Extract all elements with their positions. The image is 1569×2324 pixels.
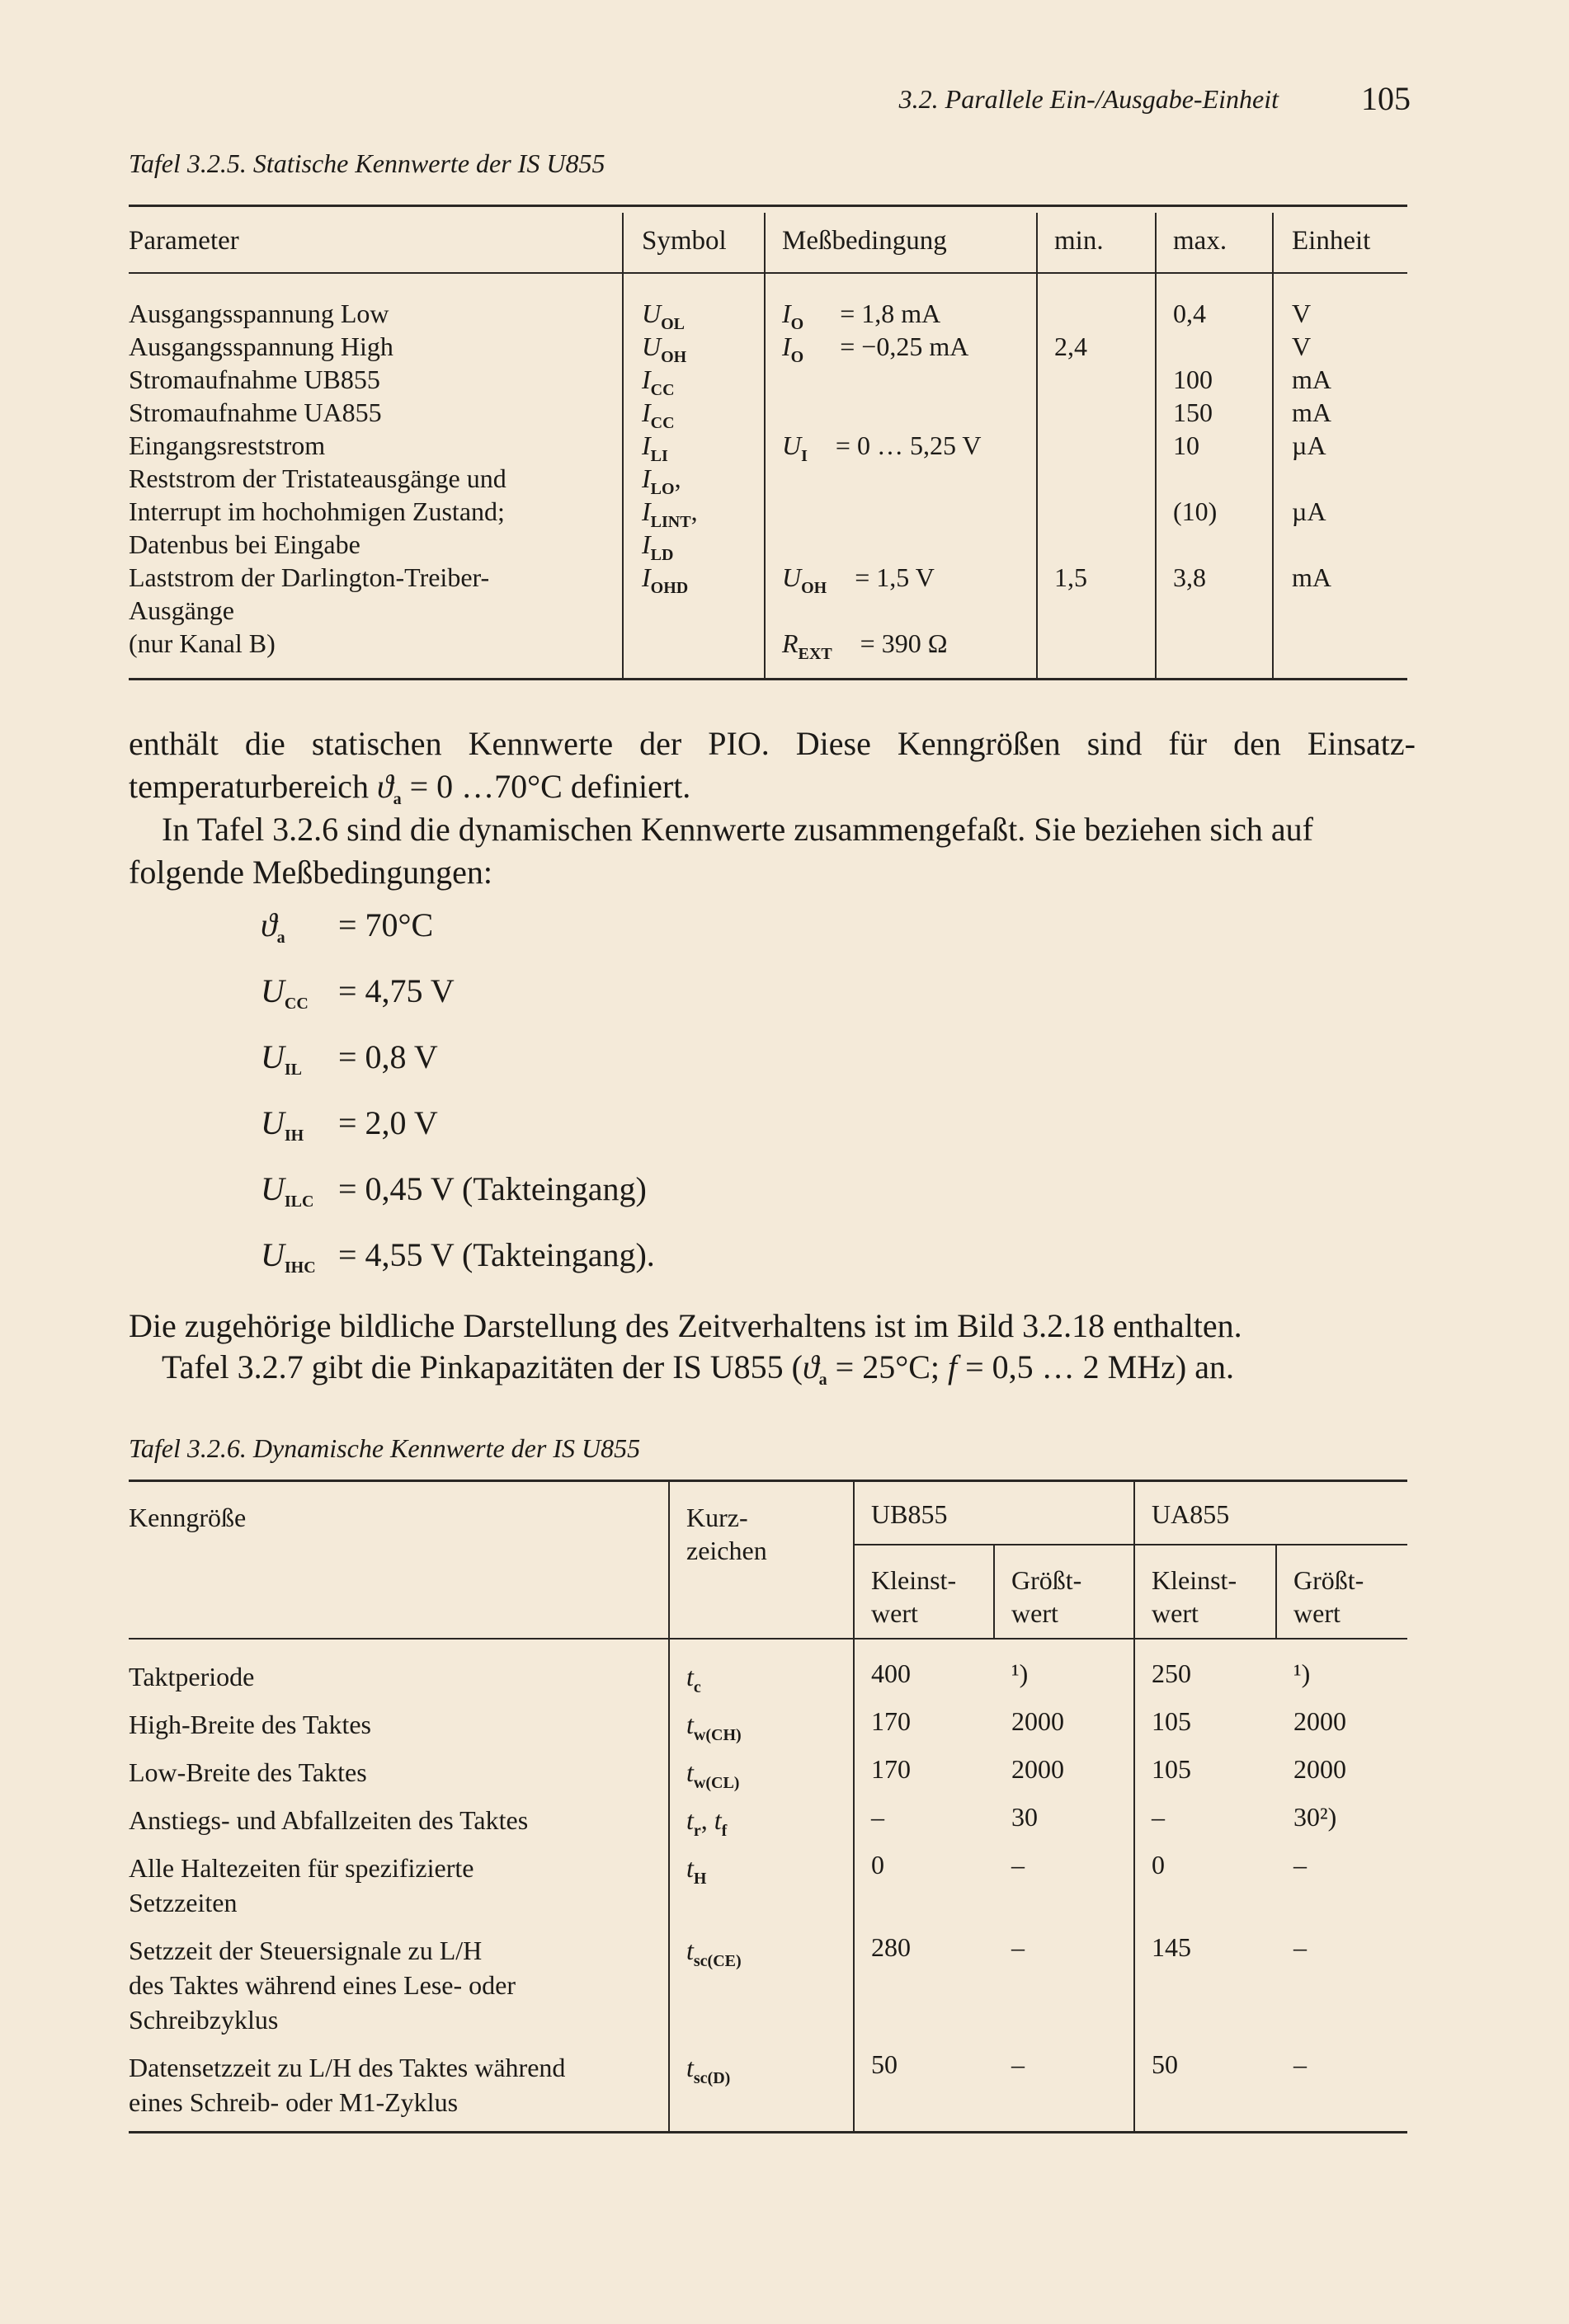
symbol-base: U — [261, 972, 285, 1009]
value-cell: 2000 — [1011, 1706, 1064, 1736]
header-condition: Meßbedingung — [782, 226, 947, 256]
min-cell — [1054, 462, 1087, 495]
value-cell: 50 — [871, 2049, 898, 2079]
value-cell: – — [1011, 1932, 1025, 1962]
condition-symbol — [261, 1103, 338, 1146]
row-label — [129, 1755, 367, 1790]
symbol-subscript: OH — [801, 579, 827, 597]
condition-value: = 0 … 5,25 V — [828, 430, 982, 460]
header-line: zeichen — [686, 1536, 767, 1565]
condition-cell — [782, 561, 981, 597]
table1-divider — [1155, 213, 1157, 680]
condition-row — [261, 1235, 1086, 1301]
unit-cell: µA — [1292, 496, 1326, 526]
header-line: Größt- — [1293, 1565, 1364, 1595]
symbol-cell — [642, 561, 698, 597]
value-cell: 250 — [1152, 1658, 1191, 1688]
measurement-conditions — [261, 906, 1086, 1301]
header-symbol: Symbol — [642, 226, 727, 256]
value-cell: – — [1152, 1802, 1165, 1832]
symbol-subscript: IL — [284, 1061, 303, 1079]
symbol-base: U — [642, 332, 662, 361]
condition-value: = 4,75 V — [338, 972, 455, 1009]
symbol — [642, 332, 687, 366]
row-label-line: Setzzeit der Steuersignale zu L/H — [129, 1936, 483, 1965]
value-cell: – — [1011, 1850, 1025, 1879]
condition-value: = 0,45 V (Takteingang) — [338, 1170, 647, 1207]
symbol-cell — [642, 528, 698, 564]
max-cell: 10 — [1173, 430, 1199, 460]
parameter-cell: Ausgänge — [129, 595, 234, 625]
text-run: = 0,5 … 2 MHz) an. — [957, 1348, 1234, 1385]
min-cell — [1054, 363, 1087, 396]
column-min — [1054, 297, 1087, 660]
table2-dynamic-characteristics — [129, 1481, 1407, 2133]
text-run: temperaturbereich — [129, 768, 377, 805]
parameter-cell: Laststrom der Darlington-Treiber- — [129, 562, 490, 592]
value-cell: 280 — [871, 1932, 911, 1962]
parameter-cell: Datenbus bei Eingabe — [129, 529, 360, 559]
symbol-base: I — [642, 562, 651, 592]
min-cell — [1054, 396, 1087, 429]
section-title: 3.2. Parallele Ein-/Ausgabe-Einheit — [898, 84, 1279, 114]
unit-cell — [1292, 528, 1331, 561]
header-line: wert — [871, 1598, 918, 1628]
symbol-subscript: w(CL) — [693, 1774, 740, 1792]
symbol-subscript: f — [721, 1822, 728, 1840]
symbol — [686, 1710, 742, 1744]
header-kenngroesse: Kenngröße — [129, 1503, 247, 1532]
symbol-subscript: sc(CE) — [693, 1952, 742, 1970]
unit-cell: mA — [1292, 365, 1331, 394]
symbol-base: t — [686, 1936, 694, 1965]
symbol-base: U — [261, 1104, 285, 1141]
symbol — [642, 562, 689, 597]
value-cell: – — [871, 1802, 884, 1832]
condition-row — [261, 1103, 1086, 1169]
paragraph-3: Die zugehörige bildliche Darstellung des Zeitverhaltens ist im Bild 3.2.18 enthalten. — [129, 1307, 1242, 1344]
row-label-line: High-Breite des Taktes — [129, 1710, 371, 1739]
condition-value: = 1,5 V — [848, 562, 935, 592]
header-ua855: UA855 — [1152, 1499, 1230, 1529]
theta-symbol: $ϑ_a$ — [376, 768, 402, 808]
max-cell: 3,8 — [1173, 562, 1206, 592]
unit-cell: V — [1292, 299, 1312, 328]
paragraph-4 — [129, 1346, 1416, 1401]
condition-cell — [782, 396, 981, 429]
row-symbol — [686, 1659, 701, 1705]
symbol-cell — [642, 594, 698, 627]
symbol — [642, 365, 675, 399]
condition-cell — [782, 429, 982, 465]
condition-symbol — [261, 1235, 338, 1277]
symbol-cell — [642, 429, 698, 465]
symbol-subscript: OHD — [650, 579, 689, 597]
value-cell: 145 — [1152, 1932, 1191, 1962]
condition-symbol — [261, 906, 338, 948]
symbol-subscript: CC — [650, 414, 675, 432]
header-min: min. — [1054, 226, 1104, 256]
parameter-cell: Reststrom der Tristateausgänge und — [129, 463, 507, 493]
row-label-line: eines Schreib- oder M1-Zyklus — [129, 2087, 459, 2117]
table2-caption: Tafel 3.2.6. Dynamische Kennwerte der IS U855 — [129, 1433, 641, 1463]
symbol-base: t — [686, 1805, 694, 1835]
symbol-subscript: sc(D) — [693, 2069, 731, 2087]
table1-divider — [622, 213, 624, 680]
condition-value: = −0,25 mA — [833, 332, 969, 361]
symbol-subscript: EXT — [798, 645, 832, 663]
symbol-base: U — [261, 1038, 285, 1075]
min-cell: 2,4 — [1054, 332, 1087, 361]
column-unit — [1292, 297, 1331, 660]
min-cell — [1054, 495, 1087, 528]
value-cell: 2000 — [1011, 1754, 1064, 1784]
symbol-base: I — [642, 496, 651, 526]
row-label-line: Setzzeiten — [129, 1888, 238, 1917]
symbol-separator: , — [700, 1805, 714, 1835]
symbol-subscript: c — [693, 1678, 701, 1696]
text-run: = 25°C; — [827, 1348, 948, 1385]
unit-cell: µA — [1292, 430, 1326, 460]
condition-cell — [782, 330, 981, 366]
row-symbol — [686, 1755, 739, 1800]
table1-divider — [764, 213, 766, 680]
max-cell — [1173, 330, 1217, 363]
header-line: Kleinst- — [871, 1565, 957, 1595]
symbol-subscript: IH — [284, 1127, 304, 1145]
condition-row — [261, 1037, 1086, 1103]
symbol-base: I — [642, 430, 651, 460]
symbol-cell — [642, 495, 698, 531]
value-cell: 170 — [871, 1754, 911, 1784]
header-ub-groesst — [1011, 1564, 1081, 1630]
symbol-subscript: IHC — [284, 1258, 316, 1277]
row-label — [129, 1659, 254, 1694]
unit-cell — [1292, 627, 1331, 660]
parameter-cell: Ausgangsspannung High — [129, 332, 393, 361]
symbol-base: t — [686, 1757, 694, 1787]
symbol-base: t — [714, 1805, 722, 1835]
symbol-subscript: O — [790, 315, 804, 333]
symbol-subscript: H — [693, 1870, 707, 1888]
condition-symbol — [782, 628, 832, 663]
value-cell: 0 — [1152, 1850, 1165, 1879]
row-label-line: Alle Haltezeiten für spezifizierte — [129, 1853, 474, 1883]
condition-value: = 2,0 V — [338, 1104, 438, 1141]
symbol — [686, 1757, 740, 1792]
row-label — [129, 1851, 474, 1920]
condition-value: = 70°C — [338, 906, 434, 943]
paragraph-2-line: folgende Meßbedingungen: — [129, 854, 492, 891]
table2-group-rule — [853, 1544, 1407, 1545]
value-cell: – — [1293, 1850, 1307, 1879]
condition-row — [261, 906, 1086, 971]
max-cell: 100 — [1173, 365, 1213, 394]
row-symbol — [686, 1803, 727, 1848]
table2-divider — [1275, 1544, 1277, 1638]
symbol-base: ϑ — [261, 906, 277, 943]
symbol — [686, 2053, 731, 2087]
condition-cell — [782, 297, 981, 333]
row-label — [129, 1707, 371, 1742]
symbol-separator: , — [690, 496, 698, 526]
symbol-base: U — [782, 430, 802, 460]
header-line: wert — [1152, 1598, 1199, 1628]
min-cell — [1054, 297, 1087, 330]
symbol-subscript: CC — [650, 381, 675, 399]
paragraph-1-line: enthält die statischen Kennwerte der PIO. Diese Kenngrößen sind für den Einsatz- — [129, 725, 1416, 762]
header-line: Größt- — [1011, 1565, 1082, 1595]
condition-cell — [782, 594, 981, 627]
parameter-cell: (nur Kanal B) — [129, 628, 276, 658]
symbol-cell — [642, 330, 698, 366]
row-label-line: Taktperiode — [129, 1662, 255, 1691]
row-label-line: Low-Breite des Taktes — [129, 1757, 367, 1787]
header-ua-groesst — [1293, 1564, 1364, 1630]
condition-symbol — [782, 332, 804, 366]
min-cell — [1054, 429, 1087, 462]
frequency-symbol: f — [948, 1348, 958, 1385]
condition-symbol — [261, 1169, 338, 1211]
max-cell: 0,4 — [1173, 299, 1206, 328]
table1-static-characteristics — [129, 208, 1407, 680]
value-cell: 30²) — [1293, 1802, 1337, 1832]
symbol-base: U — [261, 1170, 285, 1207]
paragraph-2-line: In Tafel 3.2.6 sind die dynamischen Kennwerte zusammengefaßt. Sie beziehen sich auf — [162, 811, 1313, 848]
column-parameter — [129, 297, 507, 660]
condition-row — [261, 971, 1086, 1037]
symbol-base: I — [782, 299, 791, 328]
condition-value: = 4,55 V (Takteingang). — [338, 1236, 655, 1273]
symbol-cell — [642, 462, 698, 498]
text-run: = 0 …70°C definiert. — [401, 768, 691, 805]
table2-divider — [993, 1544, 995, 1638]
symbol — [686, 1662, 701, 1696]
value-cell: 30 — [1011, 1802, 1038, 1832]
parameter-cell: Ausgangsspannung Low — [129, 299, 389, 328]
table2-divider — [668, 1481, 670, 2131]
max-cell: (10) — [1173, 496, 1218, 526]
max-cell: 150 — [1173, 398, 1213, 427]
row-label — [129, 2050, 565, 2119]
column-max — [1173, 297, 1217, 660]
unit-cell — [1292, 594, 1331, 627]
symbol — [642, 398, 675, 432]
symbol-subscript: LINT — [650, 513, 691, 531]
header-unit: Einheit — [1292, 226, 1371, 256]
parameter-cell: Stromaufnahme UB855 — [129, 365, 380, 394]
header-line: Kleinst- — [1152, 1565, 1237, 1595]
symbol-base: t — [686, 1710, 694, 1739]
symbol — [686, 1805, 728, 1840]
value-cell: 400 — [871, 1658, 911, 1688]
symbol-subscript: O — [790, 348, 804, 366]
table1-top-rule — [129, 205, 1407, 207]
table2-divider — [1133, 1481, 1135, 2131]
symbol-base: R — [782, 628, 799, 658]
value-cell: ¹) — [1293, 1658, 1311, 1688]
symbol-base: I — [642, 529, 651, 559]
symbol-base: I — [642, 365, 651, 394]
min-cell: 1,5 — [1054, 562, 1087, 592]
value-cell: 105 — [1152, 1706, 1191, 1736]
condition-symbol — [782, 562, 827, 597]
value-cell: ¹) — [1011, 1658, 1029, 1688]
table1-divider — [1036, 213, 1038, 680]
symbol-base: t — [686, 2053, 694, 2082]
symbol-base: I — [642, 398, 651, 427]
paragraph-1 — [129, 722, 1416, 821]
symbol-subscript: CC — [284, 995, 309, 1013]
symbol-subscript: w(CH) — [693, 1726, 742, 1744]
max-cell — [1173, 627, 1217, 660]
condition-cell — [782, 627, 981, 663]
condition-symbol — [261, 971, 338, 1014]
symbol-cell — [642, 396, 698, 432]
header-kurzzeichen — [686, 1501, 767, 1567]
symbol-base: U — [642, 299, 662, 328]
table1-divider — [1272, 213, 1274, 680]
condition-symbol — [782, 430, 808, 465]
header-ub855: UB855 — [871, 1499, 948, 1529]
condition-symbol — [782, 299, 804, 333]
unit-cell: mA — [1292, 398, 1331, 427]
condition-value: = 390 Ω — [853, 628, 948, 658]
condition-cell — [782, 528, 981, 561]
symbol-subscript: LI — [650, 447, 668, 465]
row-symbol — [686, 1851, 706, 1896]
table1-caption: Tafel 3.2.5. Statische Kennwerte der IS U855 — [129, 148, 605, 178]
symbol — [642, 529, 674, 564]
header-ua-kleinst — [1152, 1564, 1237, 1630]
symbol-subscript: LO — [650, 480, 675, 498]
symbol — [642, 496, 698, 531]
header-ub-kleinst — [871, 1564, 956, 1630]
condition-value: = 0,8 V — [338, 1038, 438, 1075]
value-cell: 105 — [1152, 1754, 1191, 1784]
row-label-line: des Taktes während eines Lese- oder — [129, 1970, 516, 2000]
row-label-line: Schreibzyklus — [129, 2005, 279, 2035]
symbol-separator: , — [674, 463, 681, 493]
symbol — [642, 430, 668, 465]
row-symbol — [686, 1707, 742, 1752]
row-symbol — [686, 1933, 742, 1978]
running-head — [825, 79, 1419, 120]
symbol-base: U — [261, 1236, 285, 1273]
row-label-line: Anstiegs- und Abfallzeiten des Taktes — [129, 1805, 529, 1835]
symbol — [686, 1936, 742, 1970]
max-cell — [1173, 528, 1217, 561]
unit-cell — [1292, 462, 1331, 495]
symbol-subscript: I — [801, 447, 808, 465]
value-cell: 0 — [871, 1850, 884, 1879]
symbol-base: I — [782, 332, 791, 361]
unit-cell: mA — [1292, 562, 1331, 592]
symbol-base: U — [782, 562, 802, 592]
value-cell: 170 — [871, 1706, 911, 1736]
symbol-subscript: r — [693, 1822, 701, 1840]
min-cell — [1054, 627, 1087, 660]
value-cell: – — [1011, 2049, 1025, 2079]
symbol-subscript: OH — [661, 348, 687, 366]
row-label — [129, 1933, 516, 2037]
symbol-subscript: a — [276, 929, 285, 947]
theta-symbol: $ϑ_a$ — [803, 1348, 827, 1389]
header-line: wert — [1011, 1598, 1058, 1628]
condition-cell — [782, 363, 981, 396]
value-cell: – — [1293, 1932, 1307, 1962]
symbol-base: I — [642, 463, 651, 493]
unit-cell: V — [1292, 332, 1312, 361]
parameter-cell: Eingangsreststrom — [129, 430, 326, 460]
symbol-cell — [642, 297, 698, 333]
symbol-base: t — [686, 1662, 694, 1691]
header-max: max. — [1173, 226, 1227, 256]
value-cell: – — [1293, 2049, 1307, 2079]
table2-divider — [853, 1481, 855, 2131]
row-symbol — [686, 2050, 730, 2096]
symbol — [642, 299, 686, 333]
symbol-cell — [642, 363, 698, 399]
header-line: Kurz- — [686, 1503, 748, 1532]
symbol-subscript: LD — [650, 546, 674, 564]
symbol — [686, 1853, 707, 1888]
condition-cell — [782, 495, 981, 528]
symbol — [642, 463, 681, 498]
value-cell: 50 — [1152, 2049, 1178, 2079]
min-cell — [1054, 594, 1087, 627]
condition-cell — [782, 462, 981, 495]
value-cell: 2000 — [1293, 1754, 1346, 1784]
row-label — [129, 1803, 528, 1837]
paragraph-2 — [129, 808, 1416, 894]
column-condition — [782, 297, 982, 663]
symbol-base: t — [686, 1853, 694, 1883]
value-cell: 2000 — [1293, 1706, 1346, 1736]
page-number: 105 — [1361, 80, 1411, 117]
parameter-cell: Stromaufnahme UA855 — [129, 398, 382, 427]
min-cell — [1054, 528, 1087, 561]
max-cell — [1173, 594, 1217, 627]
header-line: wert — [1293, 1598, 1340, 1628]
parameter-cell: Interrupt im hochohmigen Zustand; — [129, 496, 505, 526]
max-cell — [1173, 462, 1217, 495]
text-run: Tafel 3.2.7 gibt die Pinkapazitäten der IS U855 ( — [162, 1348, 803, 1385]
row-label-line: Datensetzzeit zu L/H des Taktes während — [129, 2053, 566, 2082]
condition-value: = 1,8 mA — [833, 299, 941, 328]
symbol-cell — [642, 627, 698, 660]
symbol-subscript: ILC — [284, 1193, 314, 1211]
condition-row — [261, 1169, 1086, 1235]
condition-symbol — [261, 1037, 338, 1080]
column-symbol — [642, 297, 698, 660]
header-parameter: Parameter — [129, 226, 239, 256]
symbol-subscript: OL — [661, 315, 686, 333]
